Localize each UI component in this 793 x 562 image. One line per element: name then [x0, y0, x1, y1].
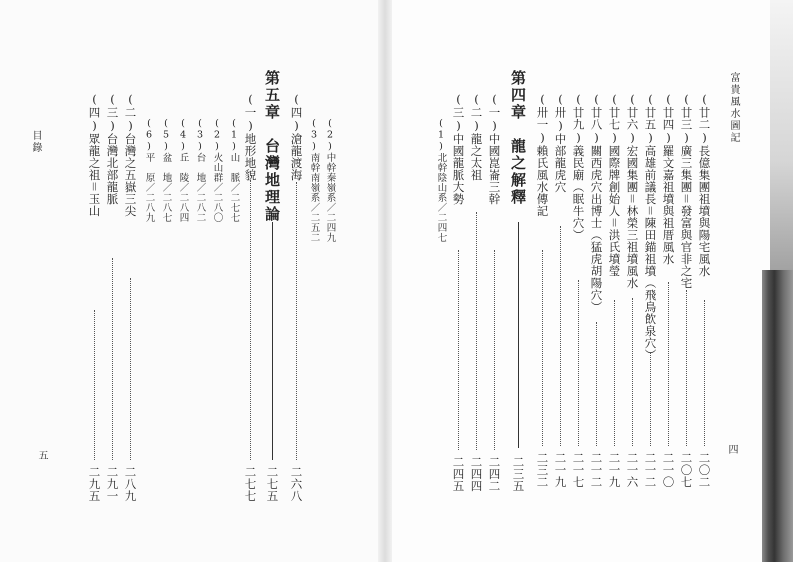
toc-page-number: 二一九: [607, 452, 622, 488]
leader-dots: [296, 182, 297, 460]
toc-entry: (一)中國崑崙三幹: [487, 92, 502, 205]
toc-entry: (四)滄龍渡海: [289, 92, 304, 181]
toc-subentry: (3)南幹南嶺系／二五二: [308, 118, 320, 243]
chapter-title: 第四章 龍之解釋: [509, 70, 527, 206]
toc-entry: (廿三)廣三集團＝發富與官非之宅: [679, 92, 694, 289]
left-page-number: 五: [36, 450, 47, 460]
leader-dots: [632, 298, 633, 446]
toc-page-number: 二六八: [289, 466, 304, 502]
leader-dots: [458, 250, 459, 450]
toc-entry: (廿八)關西虎穴出博士（猛虎胡陽穴）: [589, 92, 604, 313]
toc-subentry: (6)平 原／二八九: [143, 118, 155, 223]
toc-page-number: 二九一: [105, 466, 120, 502]
toc-page-number: 二八九: [123, 466, 138, 502]
toc-entry: (二)龍之太祖: [469, 92, 484, 181]
toc-subentry: (2)中幹秦嶺系／二四九: [324, 118, 336, 243]
toc-entry: (廿四)羅文嘉祖墳與祖厝風水: [661, 92, 676, 265]
toc-entry: (四)眾龍之祖＝玉山: [87, 92, 102, 217]
chapter-title: 第五章 台灣地理論: [263, 70, 281, 223]
toc-subentry: (1)北幹陰山系／二四七: [435, 118, 447, 243]
right-page-number: 四: [726, 444, 737, 454]
toc-page-number: 二七七: [243, 466, 258, 502]
leader-dots: [596, 322, 597, 446]
leader-dots: [668, 282, 669, 446]
chapter-rule: [518, 222, 519, 448]
toc-page-number: 二三二: [535, 452, 550, 488]
leader-dots: [542, 250, 543, 446]
toc-page-number: 二一七: [571, 452, 586, 488]
toc-entry: (三)中國龍脈大勢: [451, 92, 466, 205]
toc-page-number: 二四四: [469, 456, 484, 492]
toc-subentry: (5)盆 地／二八七: [160, 118, 172, 223]
chapter-rule: [272, 222, 273, 460]
toc-entry: (二)台灣之五嶽三尖: [123, 92, 138, 217]
toc-page-number: 二七五: [265, 466, 280, 502]
leader-dots: [614, 300, 615, 446]
toc-page-number: 二四二: [487, 456, 502, 492]
toc-page-number: 二九五: [87, 466, 102, 502]
leader-dots: [650, 352, 651, 446]
toc-page-number: 二三五: [511, 456, 526, 492]
toc-subentry: (1)山 脈／二七七: [228, 118, 240, 223]
toc-entry: (廿五)高雄前議長＝陳田錨祖墳（飛鳥飲泉穴）: [643, 92, 658, 361]
left-page-header: 目錄: [30, 130, 41, 154]
toc-entry: (廿七)國際牌創始人＝洪氏墳瑩: [607, 92, 622, 277]
toc-entry: (廿二)長億集團祖墳與陽宅風水: [697, 92, 712, 277]
leader-dots: [112, 258, 113, 460]
toc-subentry: (4)丘 陵／二八四: [177, 118, 189, 223]
toc-page-number: 二〇二: [697, 452, 712, 488]
book-gutter: [378, 0, 392, 562]
left-page: [0, 0, 384, 562]
right-page-header: 富貴風水圖記: [728, 72, 739, 144]
leader-dots: [686, 290, 687, 446]
leader-dots: [578, 280, 579, 446]
toc-entry: (卅一)賴氏風水傳記: [535, 92, 550, 217]
toc-page-number: 二一二: [589, 452, 604, 488]
toc-page-number: 二一九: [553, 452, 568, 488]
leader-dots: [130, 278, 131, 460]
leader-dots: [494, 250, 495, 450]
toc-page-number: 二〇七: [679, 452, 694, 488]
leader-dots: [476, 212, 477, 450]
toc-subentry: (3)台 地／二八二: [194, 118, 206, 223]
leader-dots: [704, 300, 705, 446]
toc-subentry: (2)火山群／二八〇: [211, 118, 223, 223]
leader-dots: [94, 310, 95, 460]
toc-page-number: 二四五: [451, 456, 466, 492]
toc-entry: (三)台灣北部龍脈: [105, 92, 120, 205]
toc-entry: (廿六)宏國集團＝林榮三祖墳風水: [625, 92, 640, 289]
page-edge-shadow-bottom: [762, 270, 793, 562]
toc-entry: (一)地形地貌: [243, 92, 258, 181]
toc-page-number: 二一二: [643, 452, 658, 488]
toc-page-number: 二一六: [625, 452, 640, 488]
leader-dots: [560, 226, 561, 446]
toc-page-number: 二一〇: [661, 452, 676, 488]
leader-dots: [250, 180, 251, 460]
toc-entry: (廿九)義民廟（眠牛穴）: [571, 92, 586, 241]
page-edge-shadow-top: [770, 0, 793, 270]
toc-entry: (卅)中部龍虎穴: [553, 92, 568, 193]
